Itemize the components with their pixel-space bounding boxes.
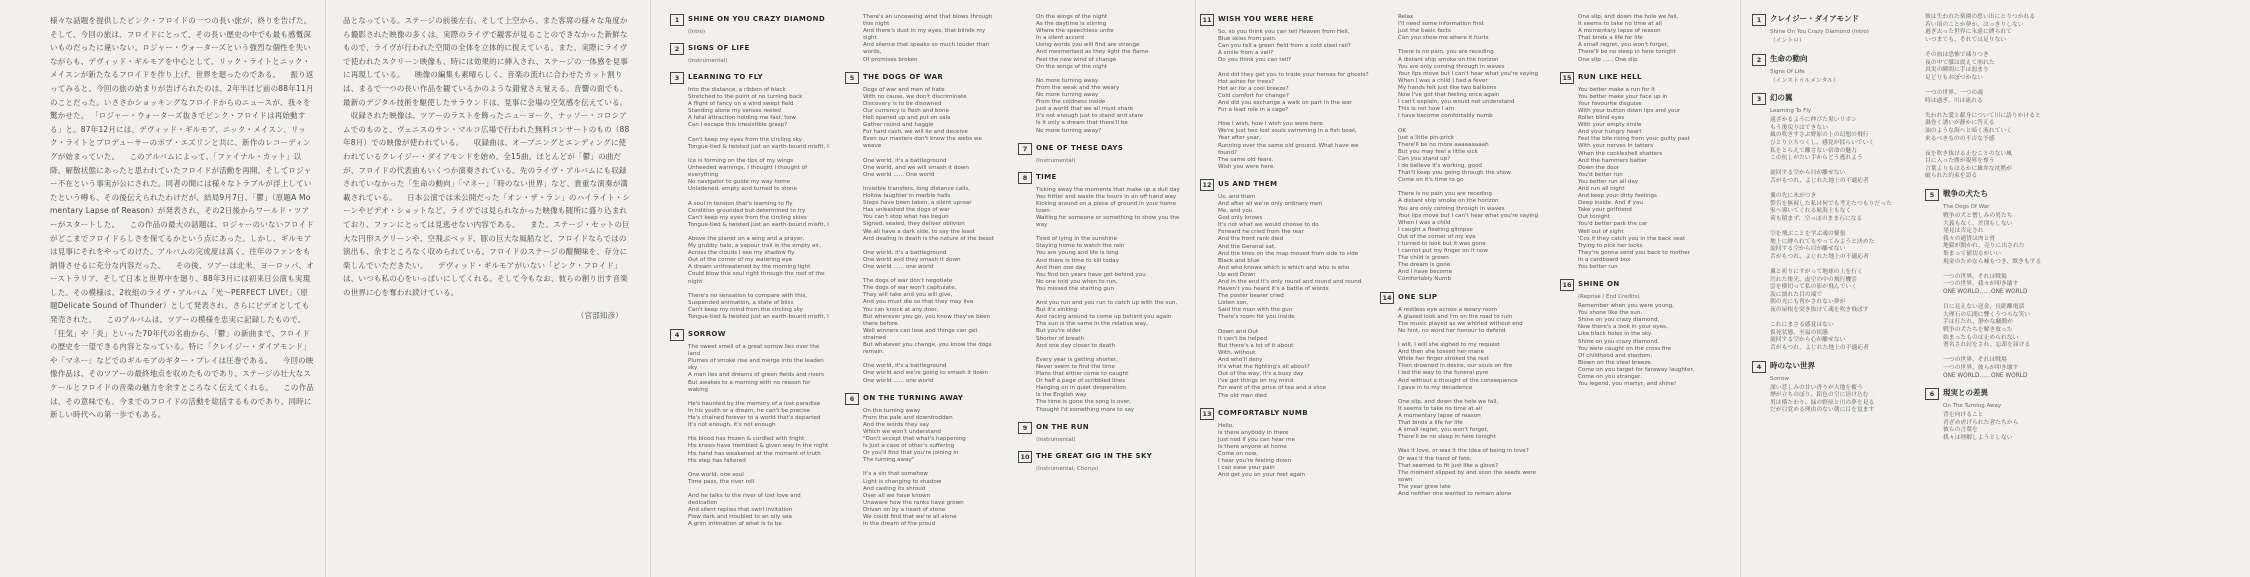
song-header [845,72,995,84]
essay-body: 品となっている。ステージの前後左右、そして上空から、また客席の様々な角度から撮影された映像の多くは、実際のライヴで観客が見ることのできなかった新鮮なもので、ライヴが行われた空間の全体を立体的に捉えている。また、実際にライヴで使われたスクリーン映像も、時には効果的に挿入され、ステージの一体感を見事に再現している。 映像の編集も素晴らしく、音楽の流れに合わせたカット割りは、まるで一つの長い作品を観ているかのような錯覚さえ覚える。音響の面でも、最新のデジタル技術を駆使したサラウンドは、見事に会場の空気感を伝えている。 収録された映像は、ツアーのラストを飾ったニューヨーク、ナッソー・コロシアムでのものと、ヴェニスのサン・マルコ広場で行われた無料コンサートのもの（88年8月）での映像が使われている。 収録曲は、オープニングとエンディングに使われているクレイジー・ダイアモンドを始め、全15曲。ほとんどが「鬱」の曲だが、フロイドの代表曲もいくつか演奏されている。先のライヴ・アルバムにも収録されていなかった「生命の動向」「マネー」「時のない世界」など、貴重な演奏が満載されている。 日本公演では未公開だった「オン・ザ・ラン」のハイライト・シーンやビデオ・ショットなど、ライヴでは見られなかった映像も随所に盛り込まれており、ファンにとっては見逃せない内容である。 また、ステージ・セットの巨大な円形スクリーンや、空飛ぶベッド、豚の巨大な風船など、フロイドならではの演出も、余すところなく収められている。フロイドのステージの醍醐味を、存分に楽しんでいただきたい。 デヴィッド・ギルモアがいない「ピンク・フロイド」は、いつも私の心をいっぱいにしてくれる。そして今もなお、彼らの創り出す音楽の世界に心を奪われ続けている。 [343,16,631,297]
song-header [670,14,830,26]
track-number: 10 [1018,451,1032,463]
song-block [670,43,830,64]
song-block [1925,388,2090,442]
song-lyrics: So, so you think you can tell Heaven from Hell, Blue skies from pain. Can you tell a green field from a cold steel rail? A smile from a veil? Do you think you can tell? And did they get you to trade your heroes for ghosts? Hot ashes for trees? Hot air for a cool breeze? Cold comfort for change? And did you exchange a walk on part in the war For a lead role in a cage? How I wish, how I wish you were here. We're just two lost souls swimming in a fish bowl, Year after year, Running over the same old ground. What have we found? The same old fears. Wish you were here. [1218,29,1369,170]
track-number: 9 [1018,422,1032,434]
song-title: ON THE RUN [1036,422,1090,431]
song-block [1925,189,2090,380]
essay-text: 様々な話題を提供したピンク・フロイドの一つの長い旅が、終りを告げた。そして、今回の旅は、フロイドにとって、その長い歴史の中でも最も感慨深いものだったに違いない。ロジャー・ウォーターズという強烈な個性を失いながらも、デヴィッド・ギルモアを中心として、リック・ライトとニック・メイスンが新たなるフロイドを作り上げ、世界を廻ったのである。 振り返ってみると、今回の旅の始まりが告げられたのは、2年半ほど前の88年11月のことだった。いささかショッキングなフロイドからのニュースが、我々を驚かせた。 「ロジャー・ウォーターズ抜きでピンク・フロイドは再始動する」と。87年12月には、デヴィッド・ギルモア、ニック・メイスン、リック・ライトとプロデューサーのボブ・エズリンと共に、新作のレコーディングが始まっていた。 このアルバムによって、「ファイナル・カット」以降、解散状態にあったと思われていたフロイドが活動を再開、そしてロジャー不在という事実が公にされた。同者の間には様々なトラブルが浮上していたという噂も、その後伝えられたわけだが、結局9月7日、「鬱」（原題A Momentary Lapse of Reason）が発表され、その2日後からワールド・ツアーがスタートした。 この作品の最大の話題は、ロジャーのいないフロイドがどこまでフロイドらしさを保てるかという点にあった。しかし、ギルモアは見事にそれをやってのけた。アルバムの完成度は高く、往年のファンをも納得させるに充分な内容だった。 その後、ツアーは北米、ヨーロッパ、オーストラリア、そして日本と世界中を廻り、88年3月には初来日公演も実現した。その模様は、2枚組のライヴ・アルバム「光～PERFECT LIVE!」（原題Delicate Sound of Thunder）として発表され、さらにビデオとしても発売された。 このアルバムは、ツアーの模様を忠実に記録したもので、「狂気」や「炎」といった70年代の名曲から、「鬱」の新曲まで、フロイドの歴史を一望できる内容となっている。特に「クレイジー・ダイアモンド」や「マネー」などでのギルモアのギター・プレイは圧巻である。 今回の映像作品は、そのツアーの最終地点を収めたものであり、ステージの壮大なスケールとフロイドの音楽の魅力を余すところなく伝えてくれる。 この作品は、その意味でも、今までのフロイドの活動を総括するものであり、同時に新しい時代への第一歩でもある。 [50,16,315,420]
song-lyrics: Hello, Is there anybody in there Just nod if you can hear me Is there anyone at home Come on now, I hear you're feeling down I can ease your pain And get you on your feet again [1218,422,1306,479]
song-block [670,72,830,321]
song-block [1560,14,1730,64]
song-block [1560,72,1730,271]
song-block [1200,179,1375,400]
song-header [1018,172,1183,184]
song-title: THE DOGS OF WAR [863,72,944,81]
track-number: 3 [1752,93,1766,105]
song-lyrics: The sweet smell of a great sorrow lies over the land Plumes of smoke rise and merge into the leaden sky A man lies and dreams of green fields and rivers But awakes to a morning with no reason for waking He's haunted by the memory of a lost paradise In his youth or a dream, he can't be precise He's chained forever to a world that's departed It's not enough, it's not enough His blood has frozen & curdled with fright His knees have trembled & given way in the night His hand has weakened at the moment of truth His step has faltered One world, one soul Time pass, the river roll And he talks to the river of lost love and dedication And silent replies that swirl invitation Flow dark and troubled to an oily sea A grim intimation of what is to be [688,344,829,528]
track-number: 1 [1752,14,1766,26]
lyrics-column [1752,14,1922,423]
japanese-lyrics-panel [1740,0,2250,577]
song-subtitle: Shine On You Crazy Diamond (Intro) [1770,29,1869,35]
song-header [1925,189,2090,201]
song-header [845,393,995,405]
track-number: 14 [1380,292,1394,304]
song-header [1018,143,1183,155]
song-header [1018,451,1183,463]
song-subtitle: (Intro) [688,29,706,35]
song-header [670,72,830,84]
song-title: 生命の動向 [1770,53,1808,63]
japanese-essay-panel-1 [0,0,325,577]
song-title: SIGNS OF LIFE [688,44,750,52]
song-lyrics: Relax I'll need some information first Just the basic facts Can you show me where it hurts There is no pain, you are receding A distant ship smoke on the horizon You are only coming through in waves Your lips move but I can't hear what you're saying When I was a child I had a fever My hands felt just like two balloons Now I've got that feeling once again I can't explain, you would not understand This is not how I am I have become comfortably numb OK Just a little pin-prick There'll be no more aaaaaaaaah But you may feel a little sick Can you stand up? I do believe it's working, good That'll keep you going through the show Come on it's time to go There is no pain you are receding A distant ship smoke on the horizon You are only coming through in waves Your lips move but I can't hear what you're saying When I was a child I caught a fleeting glimpse Out of the corner of my eye I turned to look but it was gone I cannot put my finger on it now The child is grown The dream is gone And I have become Comfortably Numb [1398,14,1539,283]
song-title: 時のない世界 [1770,360,1815,370]
song-block [1018,172,1183,414]
song-block [845,72,995,385]
track-number: 11 [1200,14,1214,26]
song-lyrics: （イントロ） [1770,38,1805,44]
essay-signature: （宮部知彦） [576,311,623,321]
song-title: RUN LIKE HELL [1578,72,1642,81]
song-header [670,43,830,55]
song-lyrics: One slip, and down the hole we fall, It seems to take no time at all A momentary lapse of reason That binds a life for life A small regret, you won't forget, There'll be no sleep in here tonight One slip ...... One slip [1578,14,1679,63]
song-subtitle: The Dogs Of War [1943,204,1990,211]
song-header [1560,279,1730,291]
song-subtitle: (Instrumental) [688,58,728,64]
track-number: 1 [670,14,684,26]
english-lyrics-panel-1 [650,0,1195,577]
song-subtitle: (Instrumental, Chorus) [1036,465,1099,472]
track-number: 7 [1018,143,1032,155]
track-number: 15 [1560,72,1574,84]
track-number: 12 [1200,179,1214,191]
song-block [1380,14,1545,284]
song-lyrics: Dogs of war and men of hate With no cause, we don't discriminate Discovery is to be disowned Our currency is flesh and bone Hell opened up and put on sale Gather round and haggle For hard cash, we will lie and deceive Even our masters don't know the webs we weave One world, it's a battleground One world, and we will smash it down One world ...... One world Invisible transfers, long distance calls, Hollow laughter in marble halls Steps have been taken, a silent uproar Has unleashed the dogs of war You can't stop what has begun Signed, sealed, they deliver oblivion We all have a dark side, to say the least And dealing in death is the nature of the beast One world, it's a battleground One world and they smash it down One world ...... one world The dogs of war don't negotiate The dogs of war won't capitulate, They will take and you will give, And you must die so that they may live You can knock at any door, But wherever you go, you know they've been there before. Well winners can lose and things can get strained But whatever you change, you know the dogs remain. One world, it's a battleground One world and we're going to smash it down One world ...... one world [863,86,994,384]
lyrics-column [1560,14,1730,396]
song-lyrics: 背を向けること 青ざめ虐げられた者たちから 彼らの言葉を 我々は理解しようとしない [1943,412,2019,441]
track-number: 3 [670,72,684,84]
song-subtitle: On The Turning Away [1943,403,2002,410]
song-block [670,14,830,35]
song-block [1200,408,1375,480]
lyrics-column [1018,14,1183,480]
song-subtitle: (Instrumental) [1036,436,1076,443]
song-title: 現実との差異 [1943,388,1988,398]
english-lyrics-panel-2 [1195,0,1740,577]
song-title: SHINE ON YOU CRAZY DIAMOND [688,15,826,23]
track-number: 2 [670,43,684,55]
song-title: TIME [1036,172,1057,181]
track-number: 5 [845,72,859,84]
song-subtitle: Learning To Fly [1770,108,1812,115]
song-subtitle: Signs Of Life [1770,68,1805,75]
track-number: 2 [1752,54,1766,66]
lyrics-column [1380,14,1545,506]
song-block [1925,14,2090,181]
song-title: 幻の翼 [1770,93,1793,103]
japanese-essay-panel-2 [325,0,650,577]
lyrics-column [670,14,830,537]
song-title: ONE SLIP [1398,292,1438,301]
song-lyrics: 遠ざかるように伸びた黒いリボン もう後戻りはできない 風の吹きすさぶ野原の上の幻想の飛行 ひとり立ちつくし、感覚が揺らいでいく 私をとらえて離さない宿命の魅力 この抗しがたい手からどう逃れよう 旋回する空から目が離せない 舌がもつれ、よじれた地上の不適応者 翼の先に氷がつき 警告を無視した私は何でも考えたつもりだった 家へ導いてくれる航海士もなく 荷も積まず、空っぽのまま石になる 空を飛ぶことを学ぶ魂の緊張 地上に縛られてもやってみようと決めた 旋回する空から目が離せない 舌がもつれ、よじれた地上の不適応者 翼と祈りにすがって地球の上を行く 汚れた後光、虚空の中の飛行機雲 雲を横切って私の影が飛んでいく 涙に濡れた目の端で 朝の光にも脅かされない夢が 夜の屋根を突き抜けて魂を吹き飛ばす これにまさる感覚はない 仮死状態、至福の状態 旋回する空から心が離せない 舌がもつれ、よじれた地上の不適応者 [1770,117,1892,351]
song-block [1752,93,1922,352]
song-lyrics: 戦争の犬と憎しみの男たち 大義もなく、差別もしない 発見は否定され 我々の通貨は肉と骨 地獄が開かれ、売りに出された 集まって値切るがいい 現金のためなら嘘もつき、欺きもする 一つの世界、それは戦場 一つの世界、我々が叩き壊す ONE WORLD……ONE WORLD 目に見えない送金、長距離電話 大理石の広間に響くうつろな笑い 手は打たれ、静かな騒動が 戦争の犬たちを解き放った 始まったものは止められない 署名され封をされ、忘却を届ける 一つの世界、それは戦場 一つの世界、彼らが叩き壊す ONE WORLD……ONE WORLD [1943,213,2042,379]
song-header [1925,388,2090,400]
song-lyrics: （インストゥルメンタル） [1770,77,1839,84]
song-subtitle: (Reprise / End Credits) [1578,294,1640,301]
song-header [1752,93,1922,105]
song-header [1752,14,1922,26]
song-header [670,329,830,341]
track-number: 5 [1925,189,1939,201]
track-number: 4 [1752,361,1766,373]
song-header [1752,54,1922,66]
song-lyrics: 彼は失われた楽園の思い出にとりつかれる 若い頃のことか夢か、はっきりしない 過ぎ去った世界に永遠に縛られて いつまでも、それでは足りない その血は恐怖で凍りつき 夜の中で膝は震えて崩れた 真実の瞬間に手は弱まり 足どりもおぼつかない 一つの世界、一つの魂 時は過ぎ、川は流れる 失われた愛と献身について川に語りかけると 渦巻く誘いが静かに答える 油のような海へと暗く流れていく 来るべきものの不吉な予感 夜を吹き抜ける止むことのない風 目に入った塵が視界を奪う 言葉よりもはるかに雄弁な沈黙が 破られた約束を語る [1925,14,2041,180]
song-title: WISH YOU WERE HERE [1218,15,1314,23]
song-block [1018,14,1183,135]
song-block [1560,279,1730,388]
track-number: 6 [845,393,859,405]
song-block [1018,451,1183,472]
track-number: 6 [1925,388,1939,400]
song-lyrics: Remember when you were young, You shone like the sun. Shine on you crazy diamond. Now there's a look in your eyes, Like black holes in the sky. Shine on you crazy diamond. You were caught on the cross fire Of childhood and stardom, Blown on the steel breeze. Come on you target for faraway laughter, Come on you stranger, You legend, you martyr, and shine! [1578,303,1695,388]
song-header [1560,72,1730,84]
lyrics-column [1925,14,2090,451]
track-number: 4 [670,329,684,341]
song-lyrics: On the turning away From the pale and downtrodden And the words they say Which we won't understand "Don't accept that what's happening Is just a case of other's suffering Or you'll find that you're joining in The turning away" It's a sin that somehow Light is changing to shadow And casting its shroud Over all we have known Unaware how the ranks have grown Driven on by a heart of stone We could find that we're all alone In the dream of the proud [863,407,966,528]
song-block [1200,14,1375,171]
song-header [1200,408,1375,420]
song-title: ON THE TURNING AWAY [863,393,964,402]
song-lyrics: Into the distance, a ribbon of black Stretched to the point of no turning back A flight of fancy on a wind swept field Standing alone my senses reeled A fatal attraction holding me fast, how Can I escape this irresistible grasp? Can't keep my eyes from the circling sky Tongue-tied & twisted just an earth-bound misfit, I Ice is forming on the tips of my wings Unheeded warnings, I thought I thought of everything No navigator to guide my way home Unladened, empty and turned to stone A soul in tension that's learning to fly Condition grounded but determined to try Can't keep my eyes from the circling skies Tongue-tied & twisted just an earth-bound misfit, I Above the planet on a wing and a prayer, My grubby halo, a vapour trail in the empty air, Across the clouds I see my shadow fly Out of the corner of my watering eye A dream unthreatened by the morning light Could blow this soul right through the roof of the night There's no sensation to compare with this, Suspended animation, a state of bliss Can't keep my mind from the circling sky Tongue-tied & twisted just an earth-bound misfit, I [688,87,829,320]
song-title: SHINE ON [1578,280,1620,289]
song-title: US AND THEM [1218,179,1278,188]
song-lyrics: A restless eye across a weary room A glazed look and I'm on the road to ruin The music played as we whirled without end No hint, no word her honour to defend I will, I will she sighed to my request And then she tossed her mane While her finger stroked the rest Then drowned in desire, our souls on fire I led the way to the funeral pyre And without a thought of the consequence I gave in to my decadence One slip, and down the hole we fall, It seems to take no time at all A momentary lapse of reason That binds a life for life A small regret, you won't forget, There'll be no sleep in here tonight Was it love, or was it the idea of being in love? Or was it the hand of fate, That seemed to fit just like a glove? The moment slipped by and soon the seeds were sown The year grew late And neither one wanted to remain alone [1398,306,1537,497]
song-title: ONE OF THESE DAYS [1036,143,1124,152]
song-lyrics: 深い悲しみの甘い香りが大地を覆う 煙が立ちのぼり、鉛色の空に溶け込む 男は横たわり、緑の野原と川の夢を見る だが目覚める理由のない朝に目を覚ます [1770,384,1875,414]
lyrics-column [1200,14,1375,487]
song-block [670,329,830,528]
song-subtitle: Sorrow [1770,375,1790,382]
song-title: COMFORTABLY NUMB [1218,408,1308,417]
song-block [845,14,995,64]
song-header [1018,422,1183,434]
song-lyrics: There's an unceasing wind that blows through this night And there's dust in my eyes, that blinds my sight And silence that speaks so much louder than words, Of promises broken [863,14,993,63]
song-title: 戦争の犬たち [1943,189,1988,199]
track-number: 13 [1200,408,1214,420]
song-block [1752,361,1922,415]
song-lyrics: On the wings of the night As the daytime is stirring Where the speechless unite In a silent accord Using words you will find are strange And mesmerised as they light the flame Feel the new wind of change On the wings of the night No more turning away From the weak and the weary No more turning away From the coldness inside Just a world that we all must share It's not enough just to stand and stare Is it only a dream that there'll be No more turning away? [1036,14,1149,134]
song-header [1200,179,1375,191]
song-title: SORROW [688,330,726,339]
essay-text-continued [343,14,633,323]
song-lyrics: You better make a run for it You better make your face up in Your favourite disguise With your button down lips and your Roller blind eyes With your empty smile And your hungry heart Feel the bile rising from your guilty past With your nerves in tatters When the cockleshell shatters And the hammers batter Down the door You'd better run You better run all day And run all night And keep your dirty feelings Deep inside. And if you Take your girlfriend Out tonight You'd better park the car Well out of sight 'Cos if they catch you in the back seat Trying to pick her locks They're gonna send you back to mother In a cardboard box You better run [1578,86,1691,270]
song-header [1200,14,1375,26]
song-header [1752,361,1922,373]
song-header [1380,292,1545,304]
song-title: LEARNING TO FLY [688,73,763,81]
song-title: THE GREAT GIG IN THE SKY [1036,451,1153,460]
song-block [1018,143,1183,164]
song-lyrics: Ticking away the moments that make up a dull day You fritter and waste the hours in an off hand way Kicking around on a piece of ground in your home town Waiting for someone or something to show you the way Tired of lying in the sunshine Staying home to watch the rain You are young and life is long And there is time to kill today And then one day You find ten years have got behind you No one told you when to run, You missed the starting gun And you run and you run to catch up with the sun, But it's sinking And racing around to come up behind you again The sun is the same in the relative way, But you're older Shorter of breath And one day closer to death Every year is getting shorter, Never seem to find the time Plans that either come to naught Or half a page of scribbled lines Hanging on in quiet desperation Is the English way The time is gone the song is over, Thought I'd something more to say [1036,186,1180,413]
song-block [845,393,995,529]
track-number: 8 [1018,172,1032,184]
lyrics-column [845,14,995,536]
song-block [1380,292,1545,499]
song-lyrics: Us, and them And after all we're only ordinary men Me, and you God only knows It's not what we would choose to do Forward he cried from the rear And the front rank died And the General sat, And the lines on the map moved from side to side Black and blue And who knows which is which and who is who Up and Down And in the end it's only round and round and round Haven't you heard it's a battle of words The poster bearer cried Listen son, Said the man with the gun There's room for you inside Down and Out It can't be helped But there's a lot of it about With, without And who'll deny It's what the fighting's all about? Out of the way, it's a busy day I've got things on my mind For want of the price of tea and a slice The old man died [1218,193,1362,399]
song-subtitle: (Instrumental) [1036,157,1076,164]
song-title: クレイジー・ダイアモンド [1770,14,1859,23]
song-block [1752,54,1922,86]
track-number: 16 [1560,279,1574,291]
song-block [1752,14,1922,46]
song-block [1018,422,1183,443]
